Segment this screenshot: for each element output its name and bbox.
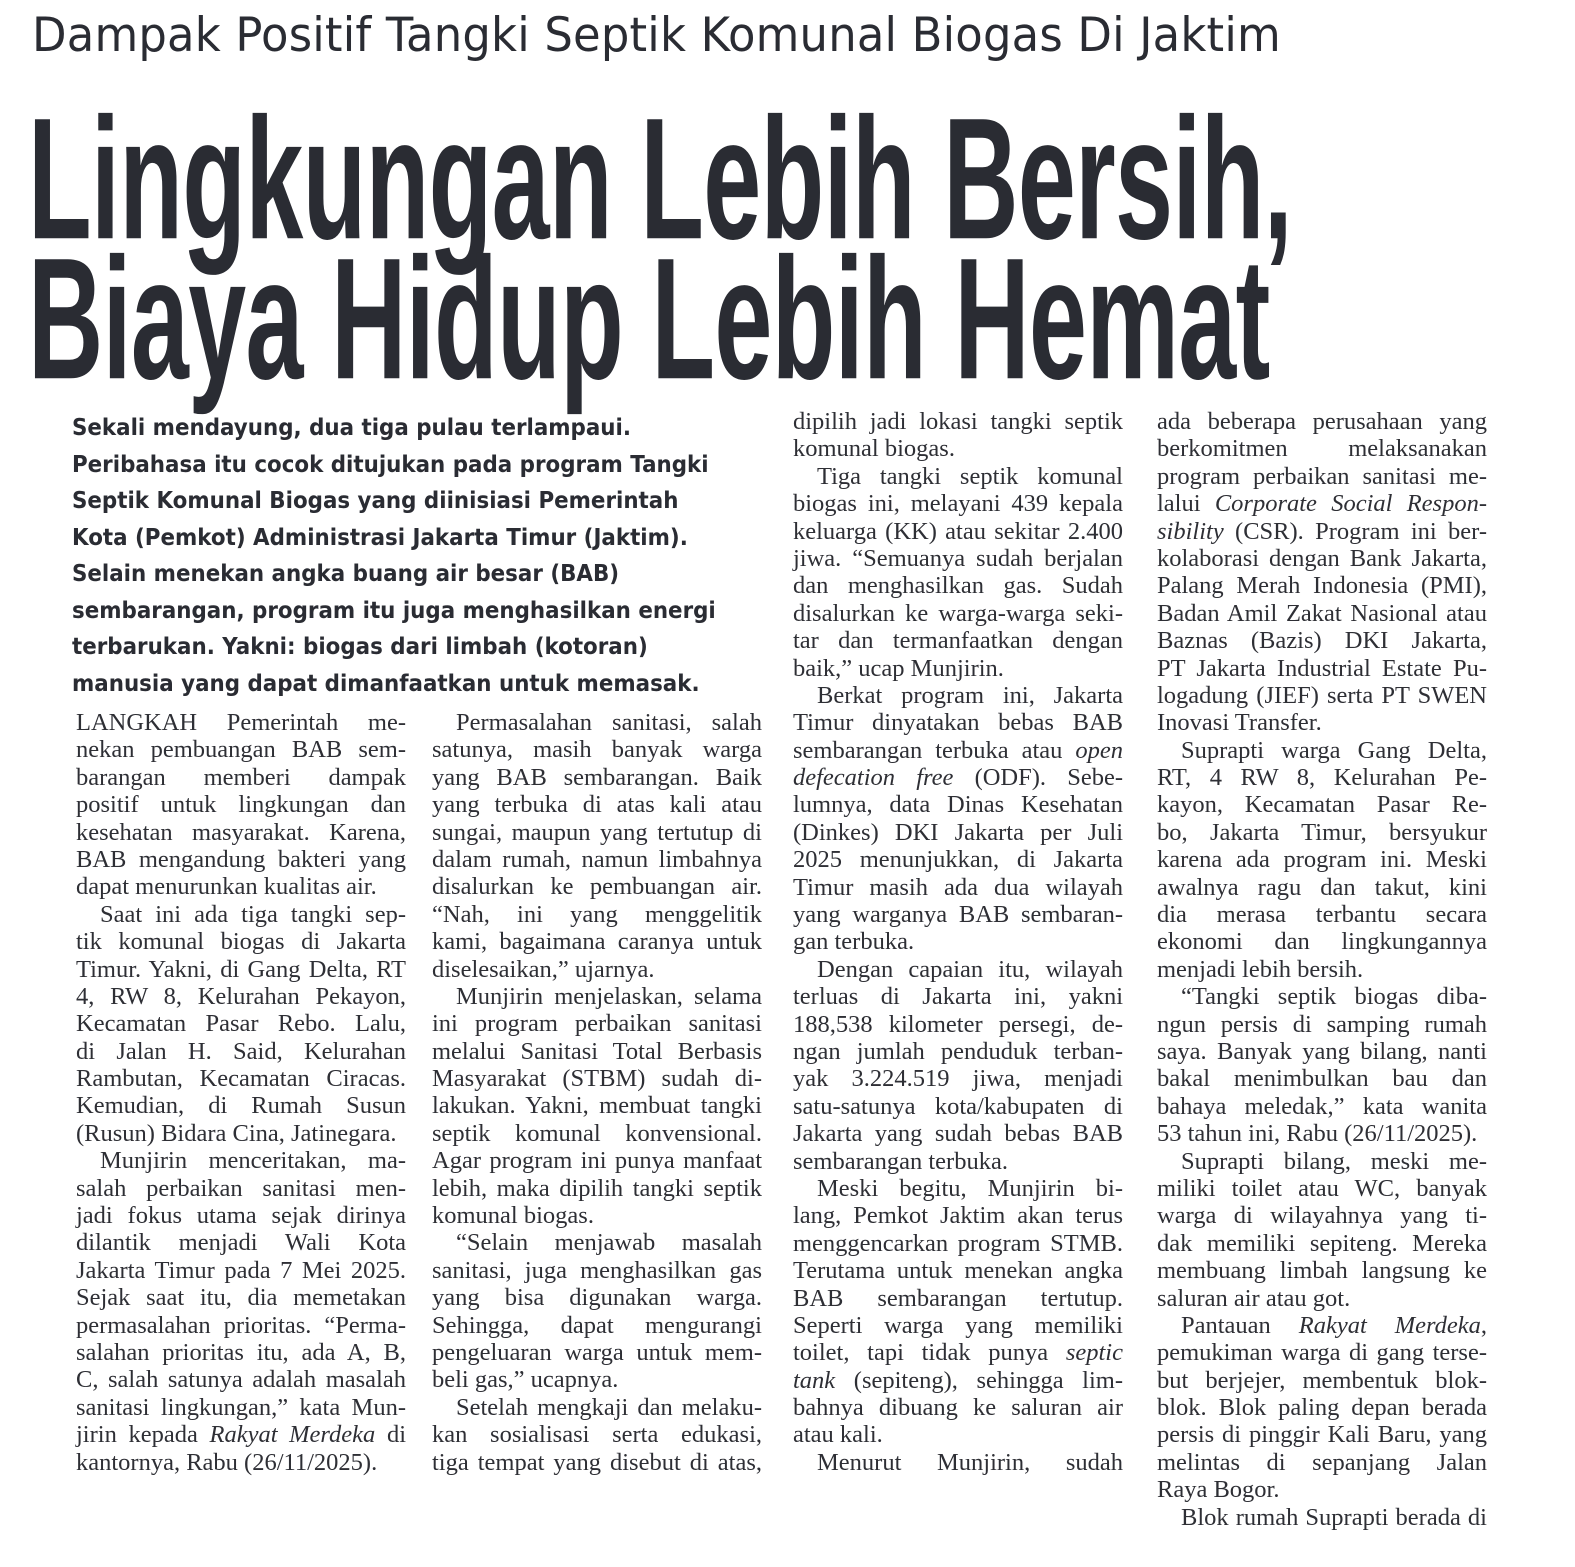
body-line: Sehingga, dapat mengurangi [432, 1311, 762, 1339]
lead-line: Selain menekan angka buang air besar (BAB) [72, 561, 620, 587]
body-line: salah perbaikan sanitasi men- [76, 1174, 406, 1202]
body-line: Timur. Yakni, di Gang Delta, RT [76, 955, 406, 983]
body-line: bahnya dibuang ke saluran air [793, 1394, 1123, 1422]
body-line: RT, 4 RW 8, Kelurahan Pe- [1157, 764, 1487, 792]
body-line: 188,538 kilometer persegi, de- [793, 1010, 1123, 1038]
text-run: lalui [1157, 490, 1215, 518]
body-line: tar dan termanfaatkan dengan [793, 627, 1123, 655]
headline-line-2: Biaya Hidup Lebih Hemat [28, 221, 1270, 416]
kicker-subtitle: Dampak Positif Tangki Septik Komunal Biogas Di Jaktim [32, 8, 1281, 63]
body-line: “Selain menjawab masalah [456, 1229, 762, 1257]
body-column-1 [76, 709, 406, 1476]
body-line: bo, Jakarta Timur, bersyukur [1157, 818, 1487, 846]
body-line: Blok rumah Suprapti berada di [1181, 1503, 1487, 1531]
body-line: nekan pembuangan BAB sem- [76, 736, 406, 764]
body-line: 4, RW 8, Kelurahan Pekayon, [76, 982, 406, 1010]
body-line: beli gas,” ucapnya. [432, 1366, 619, 1394]
text-run: jirin kepada [76, 1421, 210, 1449]
body-line: ngun persis di samping rumah [1157, 1010, 1487, 1038]
body-line: disalurkan ke pembuangan air. [432, 873, 762, 901]
body-line: kami, bagaimana caranya untuk [432, 928, 762, 956]
body-line: septik komunal konvensional. [432, 1119, 762, 1147]
body-line: ada beberapa perusahaan yang [1157, 408, 1487, 435]
lead-line: Peribahasa itu cocok ditujukan pada program Tangki [72, 451, 709, 478]
body-line: miliki toilet atau WC, banyak [1157, 1174, 1487, 1202]
body-line: Dengan capaian itu, wilayah [817, 955, 1123, 983]
body-column-3 [793, 408, 1123, 1476]
body-line [793, 764, 1123, 791]
body-line: jadi fokus utama sejak dirinya [76, 1202, 406, 1230]
lead-line: Septik Komunal Biogas yang diinisiasi Pemerintah [72, 488, 679, 514]
body-line: kan sosialisasi serta edukasi, [432, 1421, 762, 1449]
italic-term: sibility [1157, 517, 1224, 545]
body-line: “Nah, ini yang menggelitik [432, 900, 762, 928]
body-line: 53 tahun ini, Rabu (26/11/2025). [1157, 1120, 1478, 1148]
text-run: di [375, 1421, 407, 1449]
body-line: melintas di sepanjang Jalan [1157, 1448, 1487, 1476]
body-line: salahan prioritas itu, ada A, B, [76, 1338, 406, 1366]
body-line: yang terbuka di atas kali atau [432, 791, 762, 819]
body-line: (Rusun) Bidara Cina, Jatinegara. [76, 1119, 397, 1147]
body-line: dalam rumah, namun limbahnya [432, 845, 762, 873]
text-run: , [1480, 1311, 1487, 1339]
body-line: awalnya ragu dan takut, kini [1157, 873, 1487, 901]
body-line: Jakarta yang sudah bebas BAB [793, 1120, 1123, 1148]
body-line: dia merasa terbantu secara [1157, 901, 1487, 929]
body-line [1157, 1312, 1487, 1339]
body-line: Sejak saat itu, dia memetakan [76, 1284, 406, 1312]
body-line: Rambutan, Kecamatan Ciracas. [76, 1065, 406, 1093]
body-line: sungai, maupun yang tertutup di [432, 818, 762, 846]
body-line: dan menghasilkan gas. Sudah [793, 572, 1123, 600]
body-line: lakukan. Yakni, membuat tangki [432, 1092, 762, 1120]
body-line: dak memiliki sepiteng. Mereka [1157, 1229, 1487, 1257]
body-line: logadung (JIEF) serta PT SWEN [1157, 681, 1487, 709]
italic-term: defecation free [793, 764, 954, 792]
body-column-4 [1157, 408, 1487, 1531]
body-line: pemukiman warga di gang terse- [1157, 1339, 1487, 1367]
body-line: Masyarakat (STBM) sudah di- [432, 1065, 762, 1093]
body-line: Kemudian, di Rumah Susun [76, 1092, 406, 1120]
body-line: blok. Blok paling depan berada [1157, 1394, 1487, 1422]
body-line: BAB mengandung bakteri yang [76, 845, 406, 873]
lead-line: Sekali mendayung, dua tiga pulau terlampaui. [72, 415, 632, 441]
body-line: sanitasi lingkungan,” kata Mun- [76, 1393, 406, 1421]
body-line: sanitasi, juga menghasilkan gas [432, 1256, 762, 1284]
body-line: “Tangki septik biogas diba- [1181, 983, 1487, 1011]
body-line [76, 1421, 406, 1448]
body-line: Jakarta Timur pada 7 Mei 2025. [76, 1256, 406, 1284]
body-line: menggencarkan program STMB. [793, 1229, 1123, 1257]
lead-line: manusia yang dapat dimanfaatkan untuk memasak. [72, 670, 700, 697]
body-line: 2025 menunjukkan, di Jakarta [793, 846, 1123, 874]
lead-line: sembarangan, program itu juga menghasilkan energi [72, 597, 716, 624]
text-run: (sepiteng), sehingga lim- [835, 1366, 1123, 1394]
body-line: ekonomi dan lingkungannya [1157, 928, 1487, 956]
body-line: barangan memberi dampak [76, 763, 406, 791]
body-line: terluas di Jakarta ini, yakni [793, 983, 1123, 1011]
body-line: Kecamatan Pasar Rebo. Lalu, [76, 1010, 406, 1038]
body-line: warga di wilayahnya yang ti- [1157, 1202, 1487, 1230]
body-line: Meski begitu, Munjirin bi- [817, 1174, 1123, 1202]
body-line: Munjirin menjelaskan, selama [456, 982, 762, 1010]
body-line: pengeluaran warga untuk mem- [432, 1338, 762, 1366]
body-line: membuang limbah langsung ke [1157, 1257, 1487, 1285]
body-line: Berkat program ini, Jakarta [817, 681, 1123, 709]
body-line: Raya Bogor. [1157, 1476, 1280, 1504]
body-line: C, salah satunya adalah masalah [76, 1366, 406, 1394]
text-run: (ODF). Sebe- [953, 764, 1123, 792]
body-line: Suprapti warga Gang Delta, [1181, 736, 1487, 764]
italic-term: Corporate Social Respon- [1214, 490, 1487, 518]
body-line: Seperti warga yang memiliki [793, 1311, 1123, 1339]
body-line: BAB sembarangan tertutup. [793, 1284, 1123, 1312]
italic-term: open [1075, 736, 1123, 764]
body-line: kesehatan masyarakat. Karena, [76, 818, 406, 846]
body-line: Timur dinyatakan bebas BAB [793, 709, 1123, 737]
lead-line: terbarukan. Yakni: biogas dari limbah (kotoran) [72, 634, 648, 660]
italic-term: Rakyat Merdeka [1298, 1311, 1481, 1339]
body-line: bahaya meledak,” kata wanita [1157, 1092, 1487, 1120]
body-line: Setelah mengkaji dan melaku- [456, 1393, 762, 1421]
text-run: (CSR). Program ini ber- [1223, 517, 1487, 545]
body-line: yang warganya BAB sembaran- [793, 901, 1123, 929]
body-line: saluran air atau got. [1157, 1284, 1351, 1312]
text-run: toilet, tapi tidak punya [793, 1339, 1066, 1367]
body-line: yang bisa digunakan warga. [432, 1284, 762, 1312]
body-line: melalui Sanitasi Total Berbasis [432, 1037, 762, 1065]
body-line: LANGKAH Pemerintah me- [76, 709, 406, 736]
italic-term: septic [1065, 1339, 1123, 1367]
body-line: dapat menurunkan kualitas air. [76, 873, 377, 901]
body-line: jiwa. “Semuanya sudah berjalan [793, 544, 1123, 572]
lead-paragraph [72, 410, 762, 702]
body-line: lebih, maka dipilih tangki septik [432, 1174, 762, 1202]
body-line: disalurkan ke warga-warga seki- [793, 599, 1123, 627]
body-line: komunal biogas. [432, 1202, 594, 1230]
body-line: saya. Banyak yang bilang, nanti [1157, 1037, 1487, 1065]
headline-line-1: Lingkungan Lebih Bersih, [28, 81, 1293, 276]
body-line [793, 1339, 1123, 1366]
body-line: but berjejer, membentuk blok- [1157, 1366, 1487, 1394]
body-line: Menurut Munjirin, sudah [817, 1448, 1123, 1476]
body-line: PT Jakarta Industrial Estate Pu- [1157, 654, 1487, 682]
body-line: permasalahan prioritas. “Perma- [76, 1311, 406, 1339]
body-line: yang BAB sembarangan. Baik [432, 763, 762, 791]
body-line: kayon, Kecamatan Pasar Re- [1157, 791, 1487, 819]
body-line: Timur masih ada dua wilayah [793, 873, 1123, 901]
body-line: Palang Merah Indonesia (PMI), [1157, 572, 1487, 600]
body-line: diselesaikan,” ujarnya. [432, 955, 655, 983]
body-line: berkomitmen melaksanakan [1157, 435, 1487, 463]
body-line: Agar program ini punya manfaat [432, 1147, 762, 1175]
body-line: sembarangan terbuka. [793, 1147, 1008, 1175]
body-line [1157, 518, 1487, 545]
body-line: satu-satunya kota/kabupaten di [793, 1092, 1123, 1120]
body-line: ini program perbaikan sanitasi [432, 1010, 762, 1038]
body-line: dipilih jadi lokasi tangki septik [793, 408, 1123, 435]
body-line: lang, Pemkot Jaktim akan terus [793, 1202, 1123, 1230]
body-line: program perbaikan sanitasi me- [1157, 462, 1487, 490]
body-line: Tiga tangki septik komunal [817, 462, 1123, 490]
text-run: Pantauan [1181, 1311, 1299, 1339]
body-line: tiga tempat yang disebut di atas, [432, 1448, 762, 1476]
body-line [793, 1367, 1123, 1394]
body-line: Munjirin menceritakan, ma- [100, 1147, 406, 1175]
body-line: keluarga (KK) atau sekitar 2.400 [793, 517, 1123, 545]
body-line: komunal biogas. [793, 435, 955, 463]
body-line: dilantik menjadi Wali Kota [76, 1229, 406, 1257]
body-line: atau kali. [793, 1421, 883, 1449]
body-line: kolaborasi dengan Bank Jakarta, [1157, 544, 1487, 572]
body-line: yak 3.224.519 jiwa, menjadi [793, 1065, 1123, 1093]
body-line: karena ada program ini. Meski [1157, 846, 1487, 874]
body-line: lumnya, data Dinas Kesehatan [793, 791, 1123, 819]
body-line [1157, 490, 1487, 517]
body-line: kantornya, Rabu (26/11/2025). [76, 1448, 378, 1476]
body-line: (Dinkes) DKI Jakarta per Juli [793, 818, 1123, 846]
body-line: gan terbuka. [793, 928, 915, 956]
body-line: menjadi lebih bersih. [1157, 955, 1364, 983]
body-line: satunya, masih banyak warga [432, 736, 762, 764]
body-line: Inovasi Transfer. [1157, 709, 1322, 737]
body-line: positif untuk lingkungan dan [76, 791, 406, 819]
lead-line: Kota (Pemkot) Administrasi Jakarta Timur (Jaktim). [72, 524, 688, 551]
body-line: Baznas (Bazis) DKI Jakarta, [1157, 627, 1487, 655]
body-line: Suprapti bilang, meski me- [1181, 1147, 1487, 1175]
body-line: di Jalan H. Said, Kelurahan [76, 1037, 406, 1065]
body-line: baik,” ucap Munjirin. [793, 654, 1004, 682]
body-line: Terutama untuk menekan angka [793, 1257, 1123, 1285]
body-column-2 [432, 709, 762, 1476]
body-line: Badan Amil Zakat Nasional atau [1157, 599, 1487, 627]
body-line: tik komunal biogas di Jakarta [76, 928, 406, 956]
body-line: ngan jumlah penduduk terban- [793, 1037, 1123, 1065]
body-line: persis di pinggir Kali Baru, yang [1157, 1421, 1487, 1449]
body-line: biogas ini, melayani 439 kepala [793, 490, 1123, 518]
italic-term: tank [793, 1366, 836, 1394]
body-line: Permasalahan sanitasi, salah [456, 709, 762, 736]
text-run: sembarangan terbuka atau [793, 736, 1076, 764]
body-line [793, 737, 1123, 764]
body-line: Saat ini ada tiga tangki sep- [100, 900, 406, 928]
italic-term: Rakyat Merdeka [209, 1421, 376, 1449]
body-line: bakal menimbulkan bau dan [1157, 1065, 1487, 1093]
